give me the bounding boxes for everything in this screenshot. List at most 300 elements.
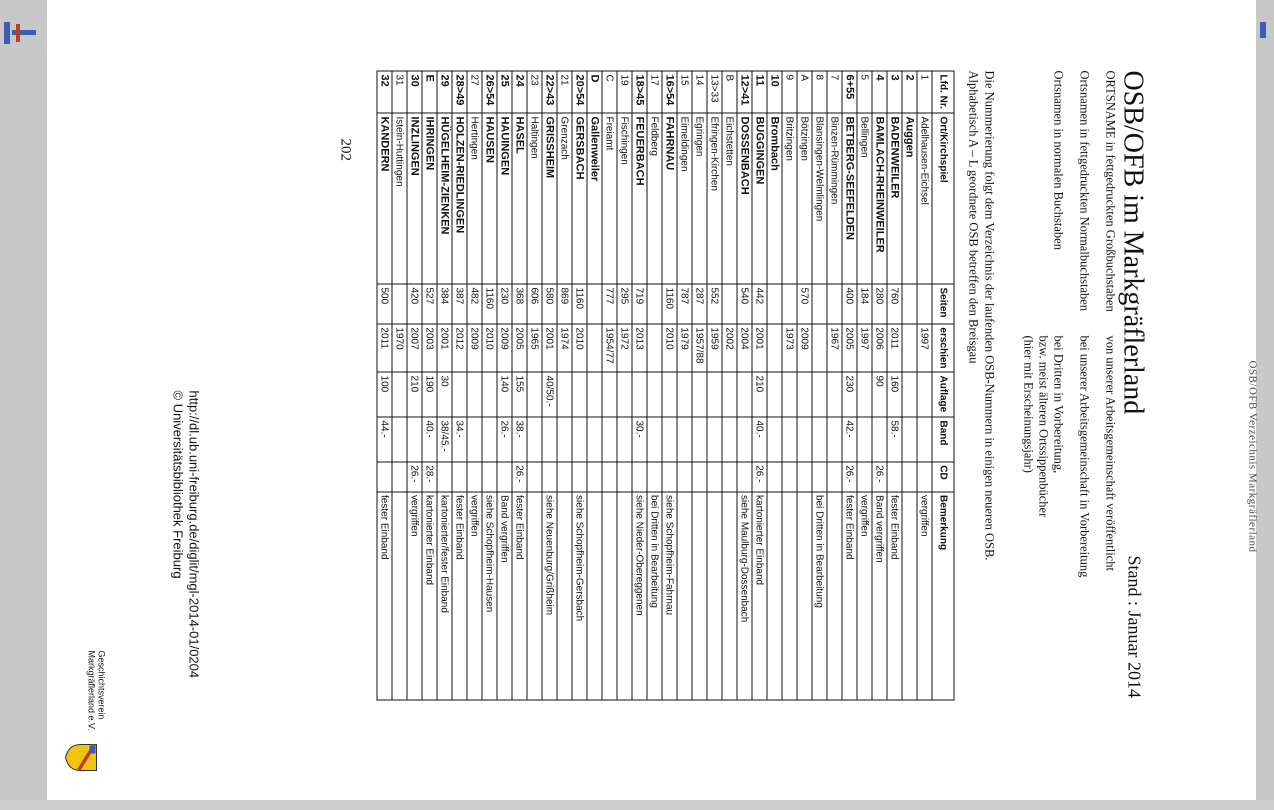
cell-auflage (812, 372, 827, 417)
cell-bemerkung: fester Einband (452, 491, 467, 699)
cell-auflage: 40/50.- (542, 372, 557, 417)
table-row (887, 71, 902, 700)
cell-auflage: 190 (422, 372, 437, 417)
page-marker-dot (16, 24, 20, 42)
cell-bemerkung: vergriffen (467, 491, 482, 699)
col-header-ort: Ort/Kirchspiel (932, 112, 954, 283)
cell-cd (497, 461, 512, 491)
cell-band: 38.- (512, 416, 527, 461)
cell-bemerkung (782, 491, 797, 699)
cell-seiten: 287 (692, 284, 707, 324)
cell-bemerkung: fester Einband (887, 491, 902, 699)
legend-desc-1: von unserer Arbeitsgemeinschaft veröffentlicht (1103, 335, 1117, 571)
cell-nr: 32 (377, 71, 392, 113)
cell-auflage: 210 (752, 372, 767, 417)
cell-nr: 8 (812, 71, 827, 113)
numbering-note (965, 70, 997, 810)
table-row (377, 71, 392, 700)
cell-ort: Freiamt (602, 112, 617, 283)
cell-bemerkung (617, 491, 632, 699)
cell-bemerkung: kartonierter/fester Einband (437, 491, 452, 699)
table-row (422, 71, 437, 700)
cell-nr: 3 (887, 71, 902, 113)
table-row (677, 71, 692, 700)
cell-ort: Britzingen (782, 112, 797, 283)
cell-erschien: 2011 (887, 323, 902, 371)
legend-desc-3-line: (hier mit Erscheinungsjahr) (1021, 335, 1035, 473)
cell-bemerkung (797, 491, 812, 699)
cell-auflage: 140 (497, 372, 512, 417)
cell-ort: Efringen-Kirchen (707, 112, 722, 283)
table-row (707, 71, 722, 700)
table-row (572, 71, 587, 700)
cell-seiten: 540 (737, 284, 752, 324)
cell-cd (767, 461, 782, 491)
cell-auflage (707, 372, 722, 417)
cell-nr: D (587, 71, 602, 113)
cell-bemerkung: siehe Schopfheim-Hausen (482, 491, 497, 699)
cell-erschien: 2010 (662, 323, 677, 371)
table-row (392, 71, 407, 700)
legend-desc-3 (1020, 335, 1065, 517)
cell-auflage (452, 372, 467, 417)
cell-bemerkung: vergriffen (407, 491, 422, 699)
society-line: Geschichtsverein (96, 650, 106, 720)
cell-nr: 21 (557, 71, 572, 113)
stand-date: Stand : Januar 2014 (1124, 555, 1144, 698)
page-title: OSB/OFB im Markgräflerland (1117, 70, 1148, 414)
table-row (467, 71, 482, 700)
cell-cd (602, 461, 617, 491)
cell-bemerkung (707, 491, 722, 699)
cell-nr: 15 (677, 71, 692, 113)
cell-nr: B (722, 71, 737, 113)
cell-bemerkung: siehe Neuenburg/Grißheim (542, 491, 557, 699)
cell-ort: Eichstetten (722, 112, 737, 283)
cell-cd (482, 461, 497, 491)
cell-auflage: 210 (407, 372, 422, 417)
table-row (797, 71, 812, 700)
cell-cd (617, 461, 632, 491)
cell-seiten: 400 (842, 284, 857, 324)
cell-ort: HÜGELHEIM-ZIENKEN (437, 112, 452, 283)
cell-seiten: 384 (437, 284, 452, 324)
cell-erschien: 2010 (572, 323, 587, 371)
cell-auflage: 155 (512, 372, 527, 417)
cell-cd (857, 461, 872, 491)
cell-bemerkung (767, 491, 782, 699)
cell-erschien (812, 323, 827, 371)
cell-nr: 4 (872, 71, 887, 113)
table-body (377, 71, 932, 700)
cell-erschien: 2001 (752, 323, 767, 371)
cell-auflage (827, 372, 842, 417)
cell-seiten (587, 284, 602, 324)
table-row (602, 71, 617, 700)
cell-erschien: 1979 (677, 323, 692, 371)
legend-desc-2: bei unserer Arbeitsgemeinschaft in Vorbereitung (1077, 335, 1091, 577)
cell-band: 40.- (422, 416, 437, 461)
note-line: Die Nummerierung folgt dem Verzeichnis der laufenden OSB-Nummern in einigen neueren OSB. (982, 70, 996, 560)
cell-seiten: 482 (467, 284, 482, 324)
cell-cd: 26.- (407, 461, 422, 491)
page-marker-icon (4, 22, 10, 44)
cell-auflage: 100 (377, 372, 392, 417)
legend-label-1: ORTSNAME in fettgedruckten Großbuchstaben (1103, 70, 1117, 312)
cell-cd (392, 461, 407, 491)
cell-band (797, 416, 812, 461)
cell-cd (692, 461, 707, 491)
cell-cd (887, 461, 902, 491)
cell-bemerkung (692, 491, 707, 699)
cell-erschien: 2009 (467, 323, 482, 371)
cell-ort: BAMLACH-RHEINWEILER (872, 112, 887, 283)
cell-seiten: 1160 (662, 284, 677, 324)
cell-nr: 20>54 (572, 71, 587, 113)
cell-cd (467, 461, 482, 491)
cell-cd (662, 461, 677, 491)
cell-seiten: 295 (617, 284, 632, 324)
cell-erschien: 1959 (707, 323, 722, 371)
table-row (647, 71, 662, 700)
cell-bemerkung (587, 491, 602, 699)
cell-auflage (767, 372, 782, 417)
table-row (737, 71, 752, 700)
cell-bemerkung (557, 491, 572, 699)
cell-ort: FEUERBACH (632, 112, 647, 283)
page-number: 202 (337, 138, 353, 161)
cell-bemerkung (827, 491, 842, 699)
cell-auflage: 30 (437, 372, 452, 417)
cell-erschien: 1972 (617, 323, 632, 371)
cell-ort: KANDERN (377, 112, 392, 283)
col-header-nr: Lfd. Nr. (932, 71, 954, 113)
cell-cd: 26.- (842, 461, 857, 491)
cell-seiten: 280 (872, 284, 887, 324)
cell-nr: 14 (692, 71, 707, 113)
cell-erschien (767, 323, 782, 371)
cell-ort: Istein-Huttingen (392, 112, 407, 283)
cell-cd: 26.- (752, 461, 767, 491)
cell-ort: DOSSENBACH (737, 112, 752, 283)
cell-seiten: 442 (752, 284, 767, 324)
cell-nr: 31 (392, 71, 407, 113)
cell-band (557, 416, 572, 461)
crest-icon (64, 742, 98, 772)
cell-seiten: 580 (542, 284, 557, 324)
cell-ort: Feldberg (647, 112, 662, 283)
cell-cd (737, 461, 752, 491)
cell-auflage (617, 372, 632, 417)
footer-url: http://dl.ub.uni-freiburg.de/diglit/mgl-2014-01/0204 (186, 390, 201, 678)
cell-auflage (677, 372, 692, 417)
cell-seiten: 719 (632, 284, 647, 324)
cell-auflage (782, 372, 797, 417)
cell-seiten (722, 284, 737, 324)
table-row (692, 71, 707, 700)
cell-ort: GRISSHEIM (542, 112, 557, 283)
cell-bemerkung: vergriffen (857, 491, 872, 699)
cell-auflage: 90 (872, 372, 887, 417)
table-row (752, 71, 767, 700)
cell-band (392, 416, 407, 461)
table-row (827, 71, 842, 700)
cell-band (722, 416, 737, 461)
cell-band (692, 416, 707, 461)
cell-auflage (572, 372, 587, 417)
cell-seiten: 184 (857, 284, 872, 324)
table-row (812, 71, 827, 700)
cell-ort: Hertingen (467, 112, 482, 283)
table-row (482, 71, 497, 700)
cell-band (872, 416, 887, 461)
cell-ort: HAUSEN (482, 112, 497, 283)
cell-nr: E (422, 71, 437, 113)
cell-erschien: 2013 (632, 323, 647, 371)
cell-erschien: 2011 (377, 323, 392, 371)
cell-band (467, 416, 482, 461)
cell-band: 42.- (842, 416, 857, 461)
cell-band (662, 416, 677, 461)
col-header-erschien: erschien (932, 323, 954, 371)
cell-erschien: 2003 (422, 323, 437, 371)
cell-nr: C (602, 71, 617, 113)
cell-cd: 26.- (512, 461, 527, 491)
cell-nr: 29 (437, 71, 452, 113)
table-row (557, 71, 572, 700)
cell-auflage (632, 372, 647, 417)
table-row (917, 71, 932, 700)
cell-nr: 16>54 (662, 71, 677, 113)
cell-band (407, 416, 422, 461)
cell-ort: Egringen (692, 112, 707, 283)
cell-ort: Adelhausen-Eichsel (917, 112, 932, 283)
cell-erschien: 1970 (392, 323, 407, 371)
cell-seiten (782, 284, 797, 324)
cell-bemerkung: Band vergriffen (497, 491, 512, 699)
cell-nr: 9 (782, 71, 797, 113)
cell-erschien: 1957/88 (692, 323, 707, 371)
cell-ort: BETBERG-SEEFELDEN (842, 112, 857, 283)
viewer-left-margin (0, 0, 47, 800)
cell-cd: 26.- (872, 461, 887, 491)
cell-bemerkung: siehe Nieder-Obereggenen (632, 491, 647, 699)
table-row (617, 71, 632, 700)
cell-seiten (812, 284, 827, 324)
cell-seiten: 420 (407, 284, 422, 324)
cell-cd (707, 461, 722, 491)
cell-bemerkung: siehe Schopfheim-Fahrnau (662, 491, 677, 699)
cell-band: 26.- (497, 416, 512, 461)
cell-ort: Grenzach (557, 112, 572, 283)
cell-erschien: 2004 (737, 323, 752, 371)
table-row (587, 71, 602, 700)
col-header-cd: CD (932, 461, 954, 491)
cell-cd (377, 461, 392, 491)
cell-erschien: 2001 (437, 323, 452, 371)
cell-erschien: 2009 (797, 323, 812, 371)
col-header-seiten: Seiten (932, 284, 954, 324)
osb-table (376, 70, 954, 700)
cell-nr: 6+55 (842, 71, 857, 113)
cell-auflage (797, 372, 812, 417)
cell-band (482, 416, 497, 461)
table-row (512, 71, 527, 700)
cell-ort: GERSBACH (572, 112, 587, 283)
cell-bemerkung: siehe Maulburg-Dossenbach (737, 491, 752, 699)
col-header-band: Band (932, 416, 954, 461)
cell-seiten: 760 (887, 284, 902, 324)
cell-bemerkung (392, 491, 407, 699)
col-header-bemerkung: Bemerkung (932, 491, 954, 699)
cell-seiten: 1160 (572, 284, 587, 324)
cell-band (587, 416, 602, 461)
cell-band (527, 416, 542, 461)
cell-cd (557, 461, 572, 491)
cell-auflage (722, 372, 737, 417)
cell-nr: 30 (407, 71, 422, 113)
cell-ort: Blansingen-Welmlingen (812, 112, 827, 283)
cell-ort: Haltingen (527, 112, 542, 283)
cell-cd (587, 461, 602, 491)
cell-seiten (647, 284, 662, 324)
cell-band (617, 416, 632, 461)
cell-band (542, 416, 557, 461)
cell-cd (812, 461, 827, 491)
cell-ort: IHRINGEN (422, 112, 437, 283)
cell-nr: 1 (917, 71, 932, 113)
cell-band (917, 416, 932, 461)
cell-nr: 22>43 (542, 71, 557, 113)
cell-erschien: 1997 (857, 323, 872, 371)
cell-ort: Bötzingen (797, 112, 812, 283)
cell-cd (782, 461, 797, 491)
cell-ort: Auggen (902, 112, 917, 283)
table-row (842, 71, 857, 700)
cell-seiten: 787 (677, 284, 692, 324)
cell-ort: FAHRNAU (662, 112, 677, 283)
cell-band (572, 416, 587, 461)
cell-bemerkung (677, 491, 692, 699)
cell-bemerkung: fester Einband (842, 491, 857, 699)
cell-band: 40.- (752, 416, 767, 461)
cell-seiten (392, 284, 407, 324)
cell-auflage (602, 372, 617, 417)
table-row (497, 71, 512, 700)
cell-auflage (557, 372, 572, 417)
cell-cd (527, 461, 542, 491)
cell-auflage (587, 372, 602, 417)
cell-cd (797, 461, 812, 491)
cell-nr: 18>45 (632, 71, 647, 113)
cell-band (902, 416, 917, 461)
cell-auflage (527, 372, 542, 417)
cell-auflage (917, 372, 932, 417)
cell-erschien: 2006 (872, 323, 887, 371)
cell-bemerkung: bei Dritten in Bearbeitung (812, 491, 827, 699)
cell-erschien: 1954/77 (602, 323, 617, 371)
cell-ort: Bellingen (857, 112, 872, 283)
cell-auflage (392, 372, 407, 417)
cell-bemerkung: kartonierter Einband (752, 491, 767, 699)
viewer-right-margin (1256, 0, 1274, 800)
cell-ort: HOLZEN-RIEDLINGEN (452, 112, 467, 283)
cell-ort: BADENWEILER (887, 112, 902, 283)
cell-auflage (662, 372, 677, 417)
legend-label-2: Ortsnamen in fettgedruckten Normalbuchstaben (1077, 70, 1091, 311)
cell-auflage (467, 372, 482, 417)
cell-nr: 28>49 (452, 71, 467, 113)
cell-nr: 13>33 (707, 71, 722, 113)
cell-erschien: 2010 (482, 323, 497, 371)
cell-seiten (902, 284, 917, 324)
cell-band (677, 416, 692, 461)
table-row (722, 71, 737, 700)
cell-auflage (857, 372, 872, 417)
cell-seiten: 777 (602, 284, 617, 324)
cell-seiten: 1160 (482, 284, 497, 324)
cell-bemerkung: kartonierter Einband (422, 491, 437, 699)
next-page-marker-icon (1260, 22, 1266, 38)
cell-cd (572, 461, 587, 491)
cell-erschien: 1965 (527, 323, 542, 371)
table-row (902, 71, 917, 700)
cell-cd: 28.- (422, 461, 437, 491)
cell-band (782, 416, 797, 461)
cell-band (827, 416, 842, 461)
cell-erschien: 2005 (512, 323, 527, 371)
cell-bemerkung (527, 491, 542, 699)
cell-auflage (902, 372, 917, 417)
cell-seiten (917, 284, 932, 324)
society-name (86, 650, 106, 730)
cell-erschien (902, 323, 917, 371)
cell-nr: 27 (467, 71, 482, 113)
cell-band: 38/45.- (437, 416, 452, 461)
cell-band (602, 416, 617, 461)
table-row (452, 71, 467, 700)
cell-cd (437, 461, 452, 491)
cell-erschien: 1974 (557, 323, 572, 371)
cell-nr: 11 (752, 71, 767, 113)
cell-nr: 17 (647, 71, 662, 113)
cell-ort: Brombach (767, 112, 782, 283)
cell-cd (542, 461, 557, 491)
cell-nr: 5 (857, 71, 872, 113)
legend-label-3: Ortsnamen in normalen Buchstaben (1051, 70, 1065, 250)
cell-erschien: 2009 (497, 323, 512, 371)
cell-seiten: 368 (512, 284, 527, 324)
cell-band (737, 416, 752, 461)
cell-seiten: 552 (707, 284, 722, 324)
cell-erschien: 2007 (407, 323, 422, 371)
cell-nr: A (797, 71, 812, 113)
cell-bemerkung: siehe Schopfheim-Gersbach (572, 491, 587, 699)
table-row (437, 71, 452, 700)
rotated-page-content (47, 0, 1256, 800)
cell-ort: HAUINGEN (497, 112, 512, 283)
cell-bemerkung (722, 491, 737, 699)
cell-erschien (587, 323, 602, 371)
cell-ort: Eimeldingen (677, 112, 692, 283)
cell-nr: 2 (902, 71, 917, 113)
table-row (527, 71, 542, 700)
cell-seiten: 500 (377, 284, 392, 324)
cell-band: 34.- (452, 416, 467, 461)
cell-bemerkung: fester Einband (512, 491, 527, 699)
cell-seiten: 387 (452, 284, 467, 324)
cell-bemerkung: Band vergriffen (872, 491, 887, 699)
